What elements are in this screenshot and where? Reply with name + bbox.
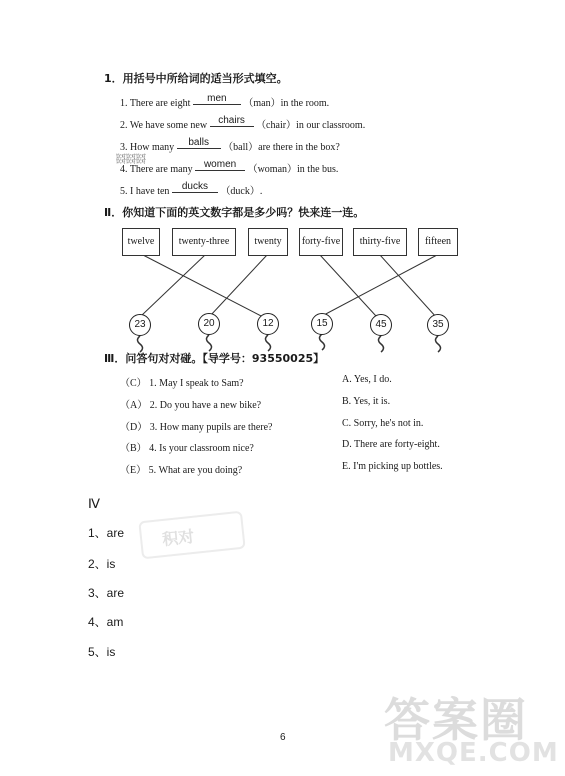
qa-choice: C [130, 378, 137, 389]
matching-diagram [0, 0, 565, 360]
section1-item-3: 3. How many balls （ball）are there in the box? [120, 137, 340, 153]
balloon-string [436, 336, 441, 352]
page-number: 6 [280, 732, 286, 743]
word-box: fifteen [418, 228, 458, 256]
section1-item-4: 4. There are many women （woman）in the bus. [120, 159, 339, 175]
stamp-text: 饮对饮对饮对 饮对饮对饮对 [116, 154, 147, 165]
match-line [320, 255, 376, 316]
balloon-string [379, 336, 384, 352]
qa-choice: B [130, 443, 137, 454]
watermark-logo: 答案圈 [384, 693, 528, 747]
section2-heading: Ⅱ．你知道下面的英文数字都是多少吗？快来连一连。 [104, 206, 365, 219]
qa-answer: C. Sorry, he's not in. [342, 418, 424, 429]
section1-item-5: 5. I have ten ducks （duck）. [120, 181, 263, 197]
answer-blank: men [193, 93, 241, 105]
number-balloon: 23 [129, 314, 151, 336]
qa-question: 2. Do you have a new bike? [149, 400, 262, 411]
match-line [143, 255, 265, 318]
section1-heading: 1．用括号中所给词的适当形式填空。 [104, 72, 288, 85]
qa-question: 5. What are you doing? [148, 465, 243, 476]
qa-answer: A. Yes, I do. [342, 374, 392, 385]
answer-item: 1、are [88, 526, 125, 540]
qa-answer: E. I'm picking up bottles. [342, 461, 443, 472]
answer-item: 4、am [88, 615, 124, 629]
number-balloon: 20 [198, 313, 220, 335]
balloon-string [320, 334, 325, 350]
qa-choice: E [130, 465, 137, 476]
section1-item-1: 1. There are eight men （man）in the room. [120, 93, 330, 109]
section1-item-2: 2. We have some new chairs （chair）in our classroom. [120, 115, 366, 131]
qa-row: （B） 4. Is your classroom nice? [120, 443, 254, 454]
qa-choice: A [130, 400, 138, 411]
qa-row: （E） 5. What are you doing? [120, 465, 243, 476]
word-box: forty-five [299, 228, 343, 256]
qa-question: 4. Is your classroom nice? [149, 443, 254, 454]
balloon-string [266, 335, 271, 351]
answer-blank: ducks [172, 181, 218, 193]
word-box: thirty-five [353, 228, 407, 256]
answer-item: 3、are [88, 586, 125, 600]
number-balloon: 45 [370, 314, 392, 336]
match-line [141, 255, 205, 316]
watermark-url: MXQE.COM [388, 738, 559, 768]
qa-row: （D） 3. How many pupils are there? [120, 422, 273, 433]
qa-row: （C） 1. May I speak to Sam? [120, 378, 244, 389]
match-line [380, 255, 437, 318]
number-balloon: 15 [311, 313, 333, 335]
answer-item: 5、is [88, 645, 116, 659]
answer-blank: women [195, 159, 245, 171]
qa-answer: B. Yes, it is. [342, 396, 391, 407]
word-box: twelve [122, 228, 160, 256]
qa-choice: D [130, 422, 138, 433]
watermark-stamp: 积对 [138, 511, 245, 560]
qa-row: （A） 2. Do you have a new bike? [120, 400, 262, 411]
word-box: twenty-three [172, 228, 236, 256]
answer-item: 2、is [88, 557, 116, 571]
number-balloon: 12 [257, 313, 279, 335]
qa-answer: D. There are forty-eight. [342, 439, 440, 450]
answer-blank: balls [177, 137, 221, 149]
match-line [210, 255, 267, 316]
section3-heading: Ⅲ．问答句对对碰。【导学号：93550025】 [104, 352, 325, 365]
answer-blank: chairs [210, 115, 254, 127]
balloon-string [207, 335, 212, 351]
qa-question: 1. May I speak to Sam? [149, 378, 244, 389]
number-balloon: 35 [427, 314, 449, 336]
word-box: twenty [248, 228, 288, 256]
match-line [322, 255, 437, 316]
section4-heading: Ⅳ [88, 496, 100, 511]
qa-question: 3. How many pupils are there? [149, 422, 273, 433]
